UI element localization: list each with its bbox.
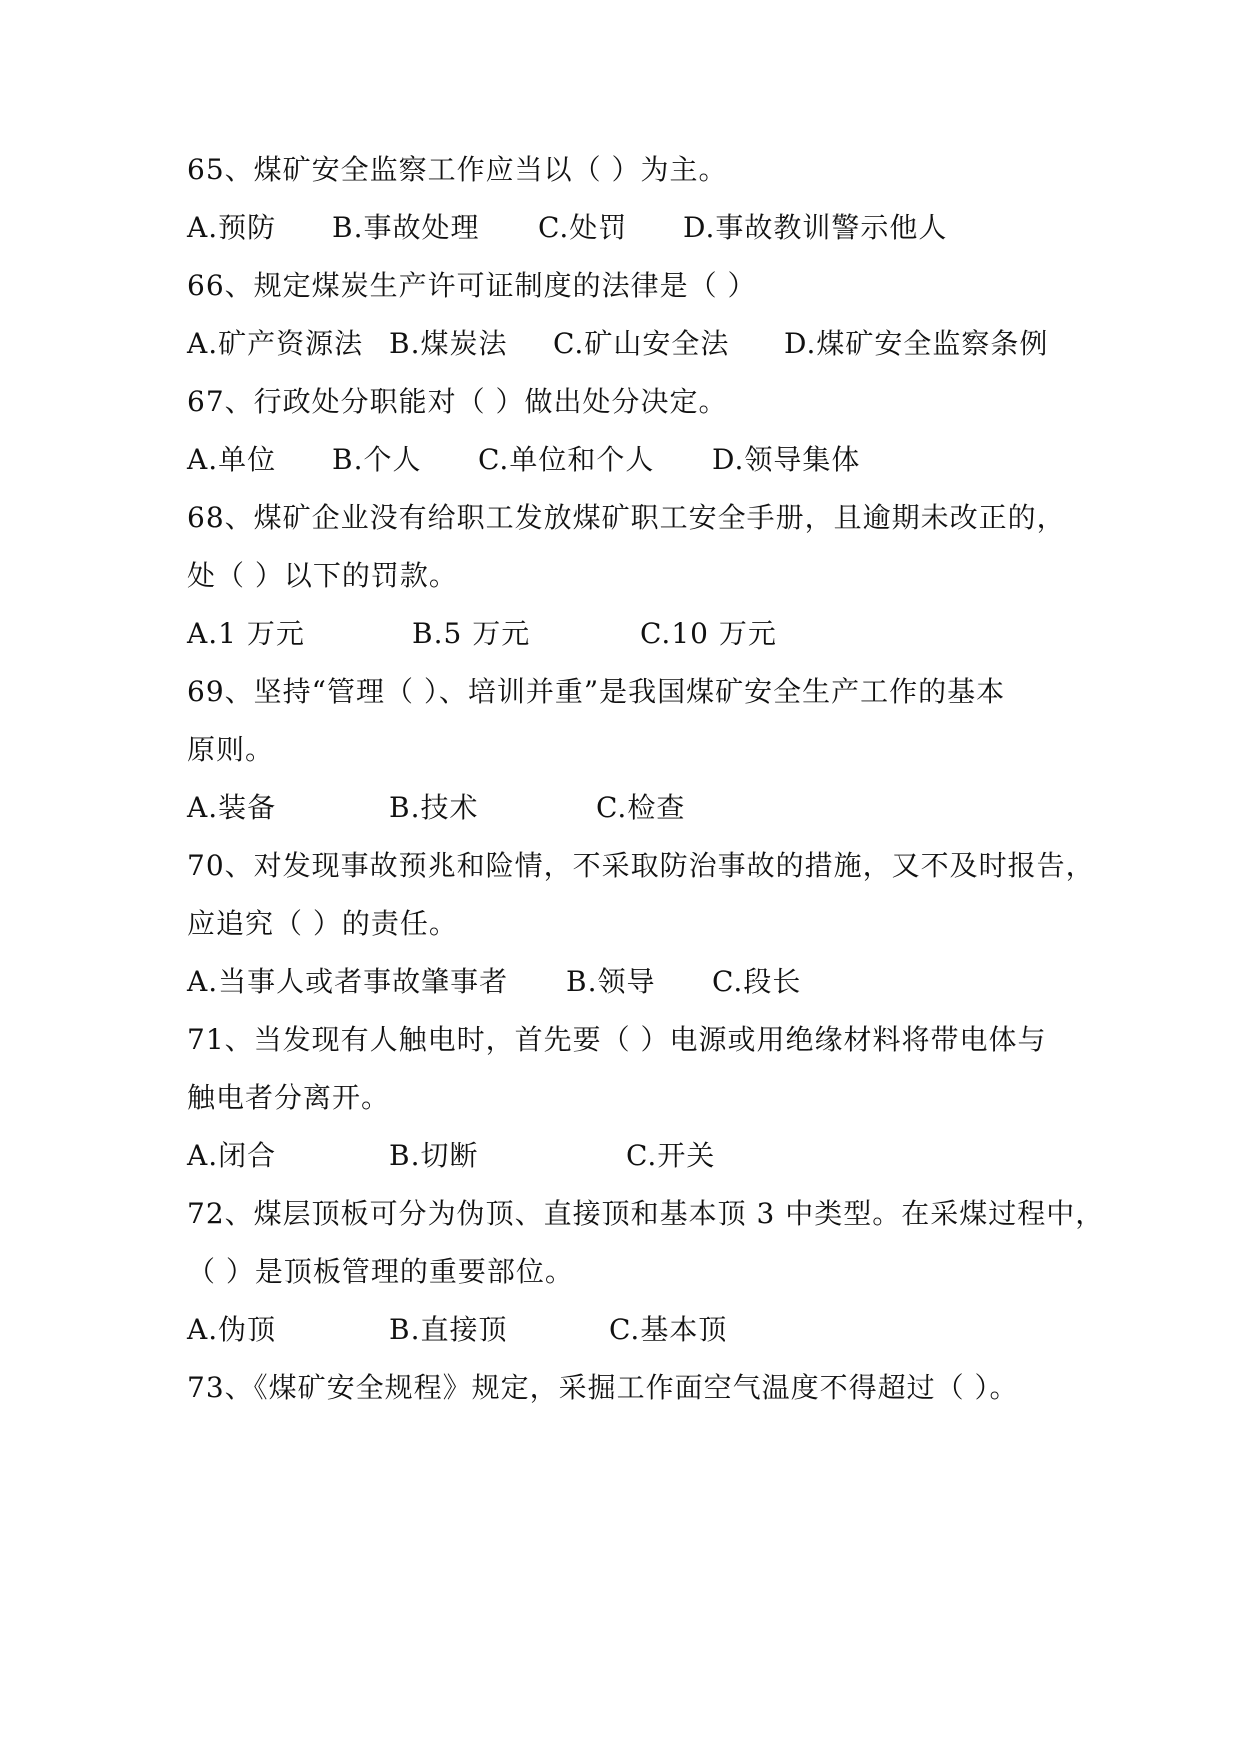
question-72-line-2: （ ）是顶板管理的重要部位。 <box>187 1255 574 1288</box>
option-69-a: A.装备 <box>187 791 277 824</box>
option-67-c: C.单位和个人 <box>478 443 655 476</box>
option-71-c: C.开关 <box>626 1139 716 1172</box>
option-71-b: B.切断 <box>389 1139 479 1172</box>
option-68-c: C.10 万元 <box>640 617 777 650</box>
question-68-line-2: 处（ ）以下的罚款。 <box>187 559 458 592</box>
question-66: 66、规定煤炭生产许可证制度的法律是（ ） <box>187 269 757 302</box>
option-65-b: B.事故处理 <box>332 211 480 244</box>
question-68-line-1: 68、煤矿企业没有给职工发放煤矿职工安全手册，且逾期未改正的， <box>187 501 1066 534</box>
option-67-b: B.个人 <box>332 443 422 476</box>
option-70-a: A.当事人或者事故肇事者 <box>187 965 509 998</box>
option-68-a: A.1 万元 <box>187 617 305 650</box>
question-67: 67、行政处分职能对（ ）做出处分决定。 <box>187 385 728 418</box>
option-66-a: A.矿产资源法 <box>187 327 364 360</box>
question-65: 65、煤矿安全监察工作应当以（ ）为主。 <box>187 153 728 186</box>
option-70-c: C.段长 <box>712 965 802 998</box>
option-65-d: D.事故教训警示他人 <box>683 211 948 244</box>
option-69-c: C.检查 <box>596 791 686 824</box>
option-65-a: A.预防 <box>187 211 277 244</box>
option-67-d: D.领导集体 <box>712 443 861 476</box>
option-68-b: B.5 万元 <box>412 617 531 650</box>
question-69-line-2: 原则。 <box>187 733 275 766</box>
question-71-line-1: 71、当发现有人触电时，首先要（ ）电源或用绝缘材料将带电体与 <box>187 1023 1047 1056</box>
option-66-d: D.煤矿安全监察条例 <box>784 327 1049 360</box>
option-69-b: B.技术 <box>389 791 479 824</box>
option-65-c: C.处罚 <box>538 211 628 244</box>
question-70-line-1: 70、对发现事故预兆和险情，不采取防治事故的措施，又不及时报告， <box>187 849 1095 882</box>
option-72-c: C.基本顶 <box>609 1313 728 1346</box>
question-72-line-1: 72、煤层顶板可分为伪顶、直接顶和基本顶 3 中类型。在采煤过程中， <box>187 1197 1105 1230</box>
option-66-b: B.煤炭法 <box>389 327 508 360</box>
option-71-a: A.闭合 <box>187 1139 277 1172</box>
option-72-a: A.伪顶 <box>187 1313 277 1346</box>
question-69-line-1: 69、坚持“管理（ ）、培训并重”是我国煤矿安全生产工作的基本 <box>187 675 1006 708</box>
question-70-line-2: 应追究（ ）的责任。 <box>187 907 458 940</box>
question-71-line-2: 触电者分离开。 <box>187 1081 391 1114</box>
option-66-c: C.矿山安全法 <box>553 327 730 360</box>
question-73: 73、《煤矿安全规程》规定，采掘工作面空气温度不得超过（ ）。 <box>187 1371 1019 1404</box>
option-70-b: B.领导 <box>566 965 656 998</box>
option-72-b: B.直接顶 <box>389 1313 508 1346</box>
option-67-a: A.单位 <box>187 443 277 476</box>
